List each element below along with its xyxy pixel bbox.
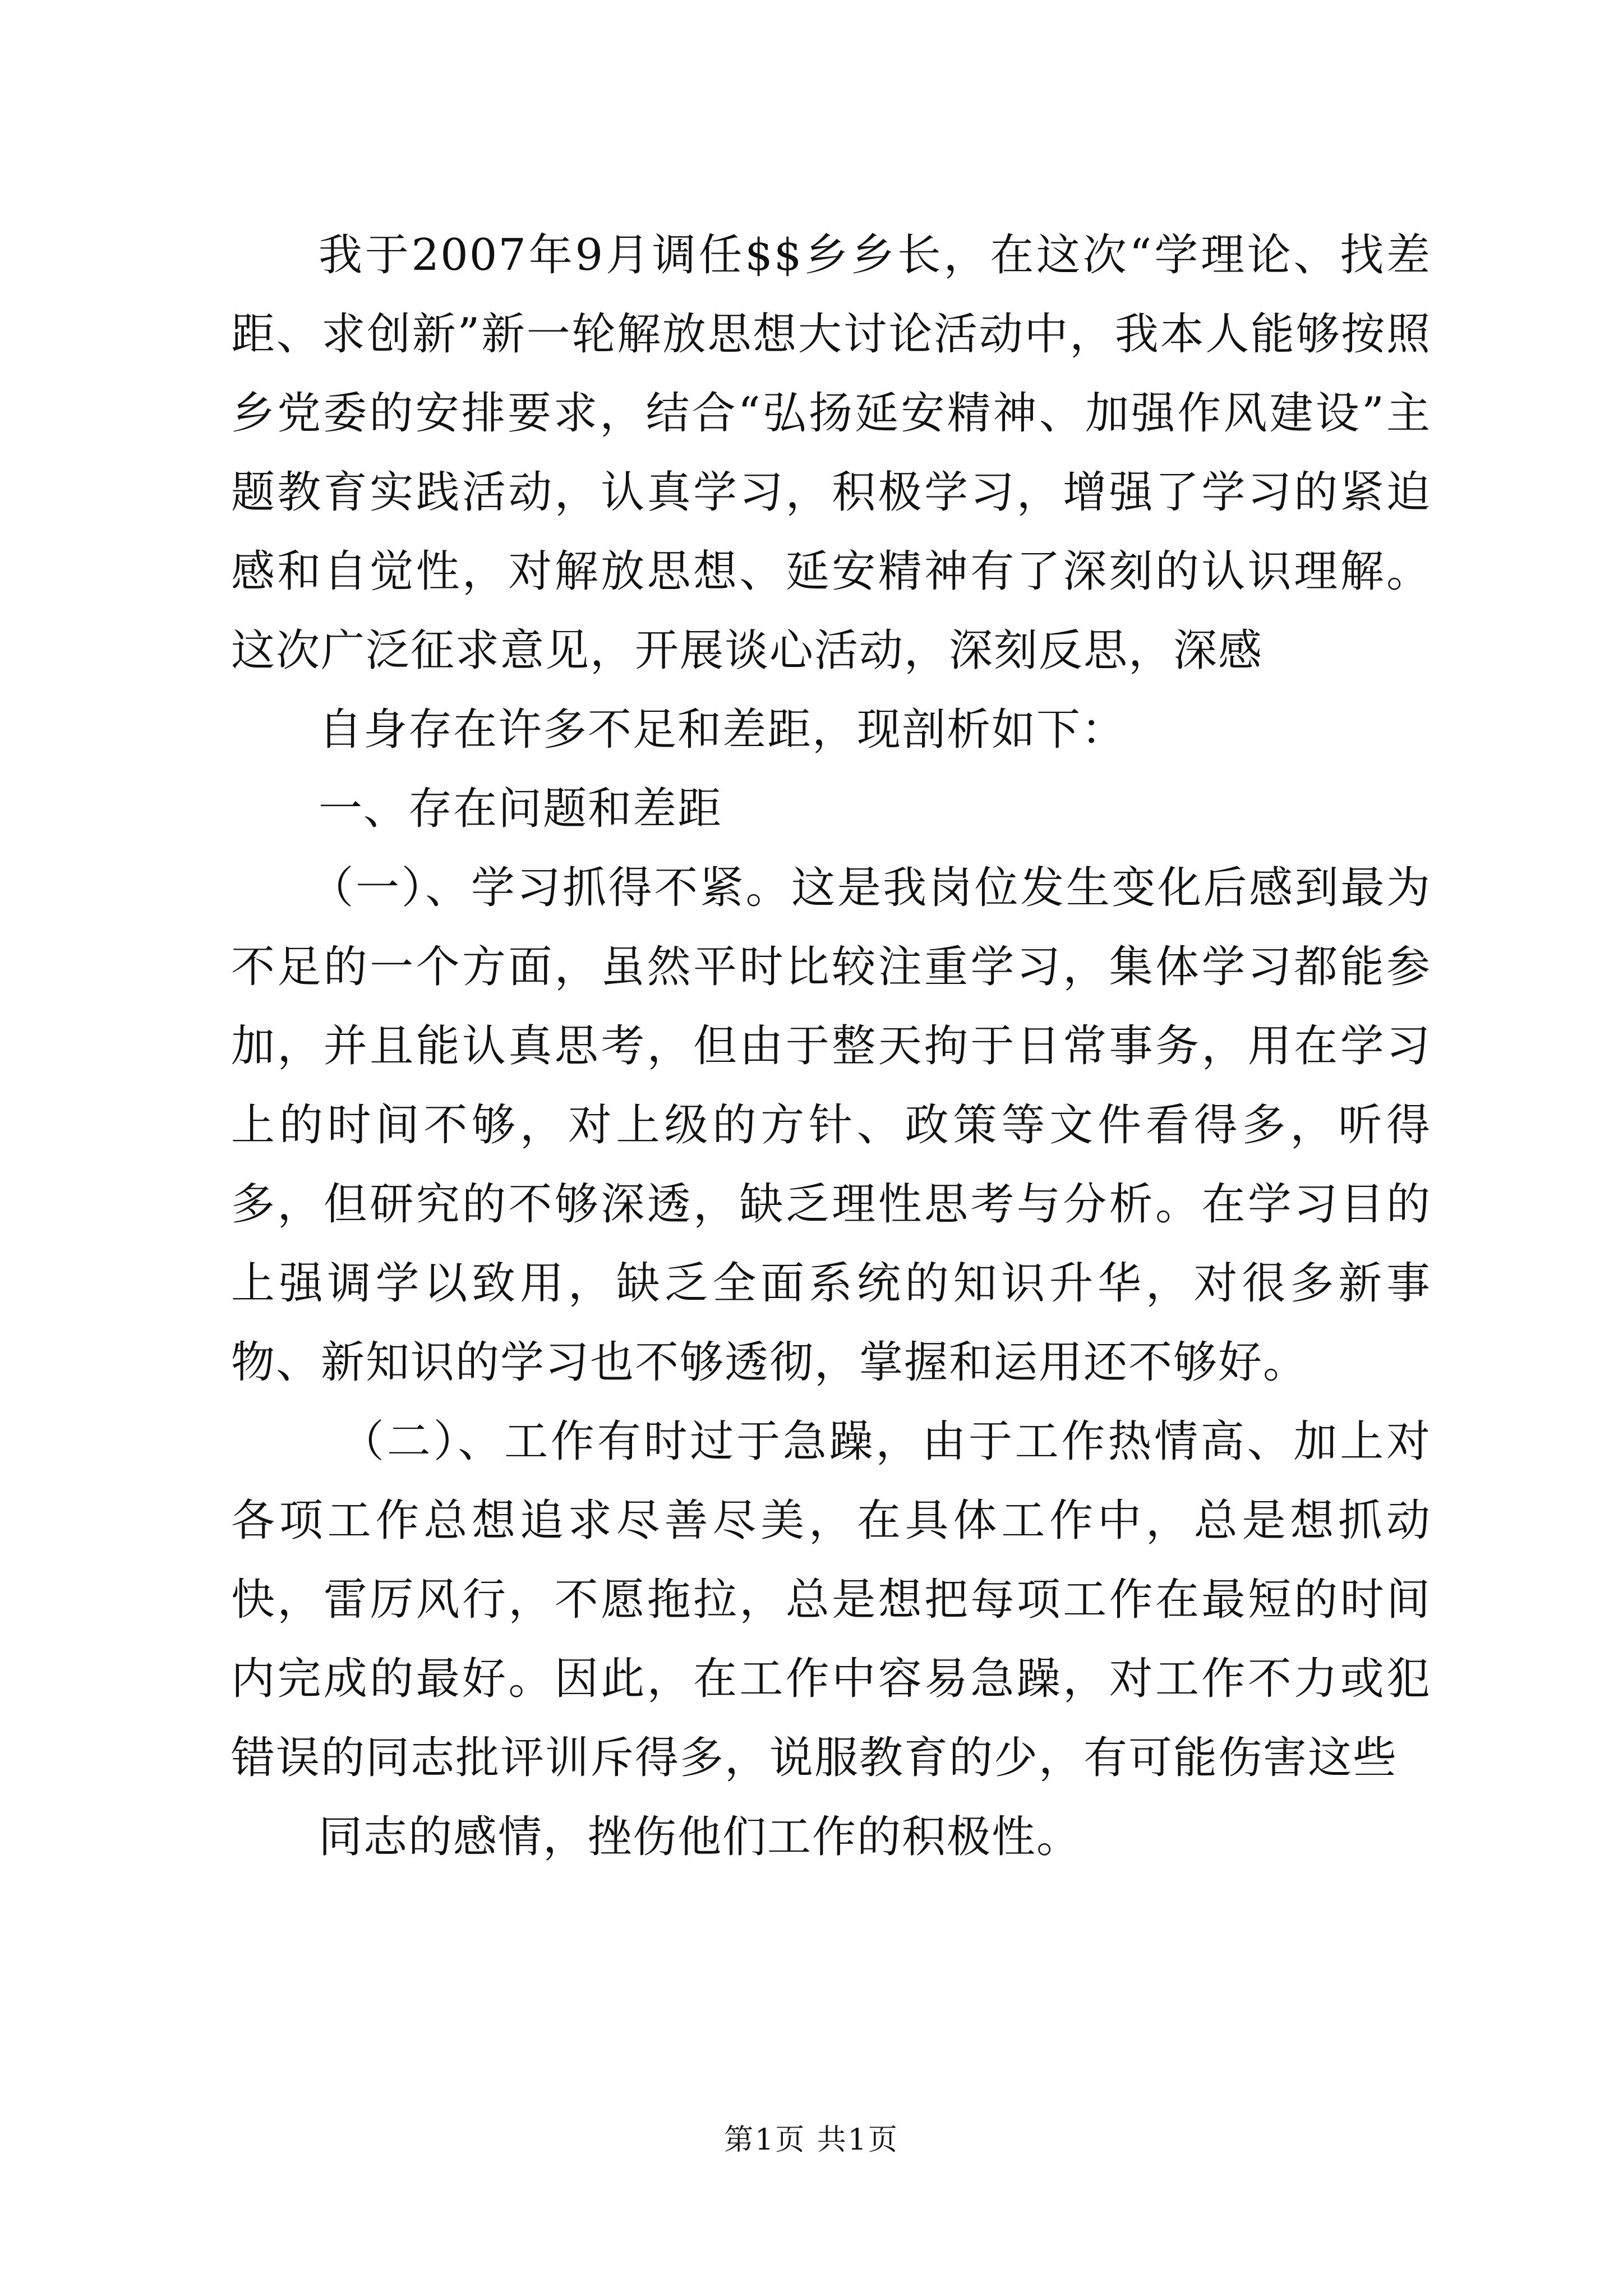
paragraph-intro: 我于2007年9月调任$$乡乡长，在这次“学理论、找差距、求创新”新一轮解放思想大讨论活动中，我本人能够按照乡党委的安排要求，结合“弘扬延安精神、加强作风建设”主题教育实践活动，认真学习，积极学习，增强了学习的紧迫感和自觉性，对解放思想、延安精神有了深刻的认识理解。这次广泛征求意见，开展谈心活动，深刻反思，深感	[231, 230, 1431, 676]
paragraph-item-1: （一）、学习抓得不紧。这是我岗位发生变化后感到最为不足的一个方面，虽然平时比较注重学习，集体学习都能参加，并且能认真思考，但由于整天拘于日常事务，用在学习上的时间不够，对上级的方针、政策等文件看得多，听得多，但研究的不够深透，缺乏理性思考与分析。在学习目的上强调学以致用，缺乏全面系统的知识升华，对很多新事物、新知识的学习也不够透彻，掌握和运用还不够好。	[231, 863, 1431, 1388]
paragraph-item-2-continuation: 同志的感情，挫伤他们工作的积极性。	[319, 1812, 1082, 1862]
page-number: 第1页 共1页	[724, 2123, 899, 2157]
section-heading: 一、存在问题和差距	[319, 784, 723, 834]
document-body	[231, 216, 1431, 1877]
paragraph-continuation: 自身存在许多不足和差距，现剖析如下：	[319, 705, 1127, 755]
page-footer	[0, 2120, 1623, 2160]
paragraph-item-2: （二）、工作有时过于急躁，由于工作热情高、加上对各项工作总想追求尽善尽美，在具体工作中，总是想抓动快，雷厉风行，不愿拖拉，总是想把每项工作在最短的时间内完成的最好。因此，在工作中容易急躁，对工作不力或犯错误的同志批评训斥得多，说服教育的少，有可能伤害这些	[231, 1416, 1431, 1783]
